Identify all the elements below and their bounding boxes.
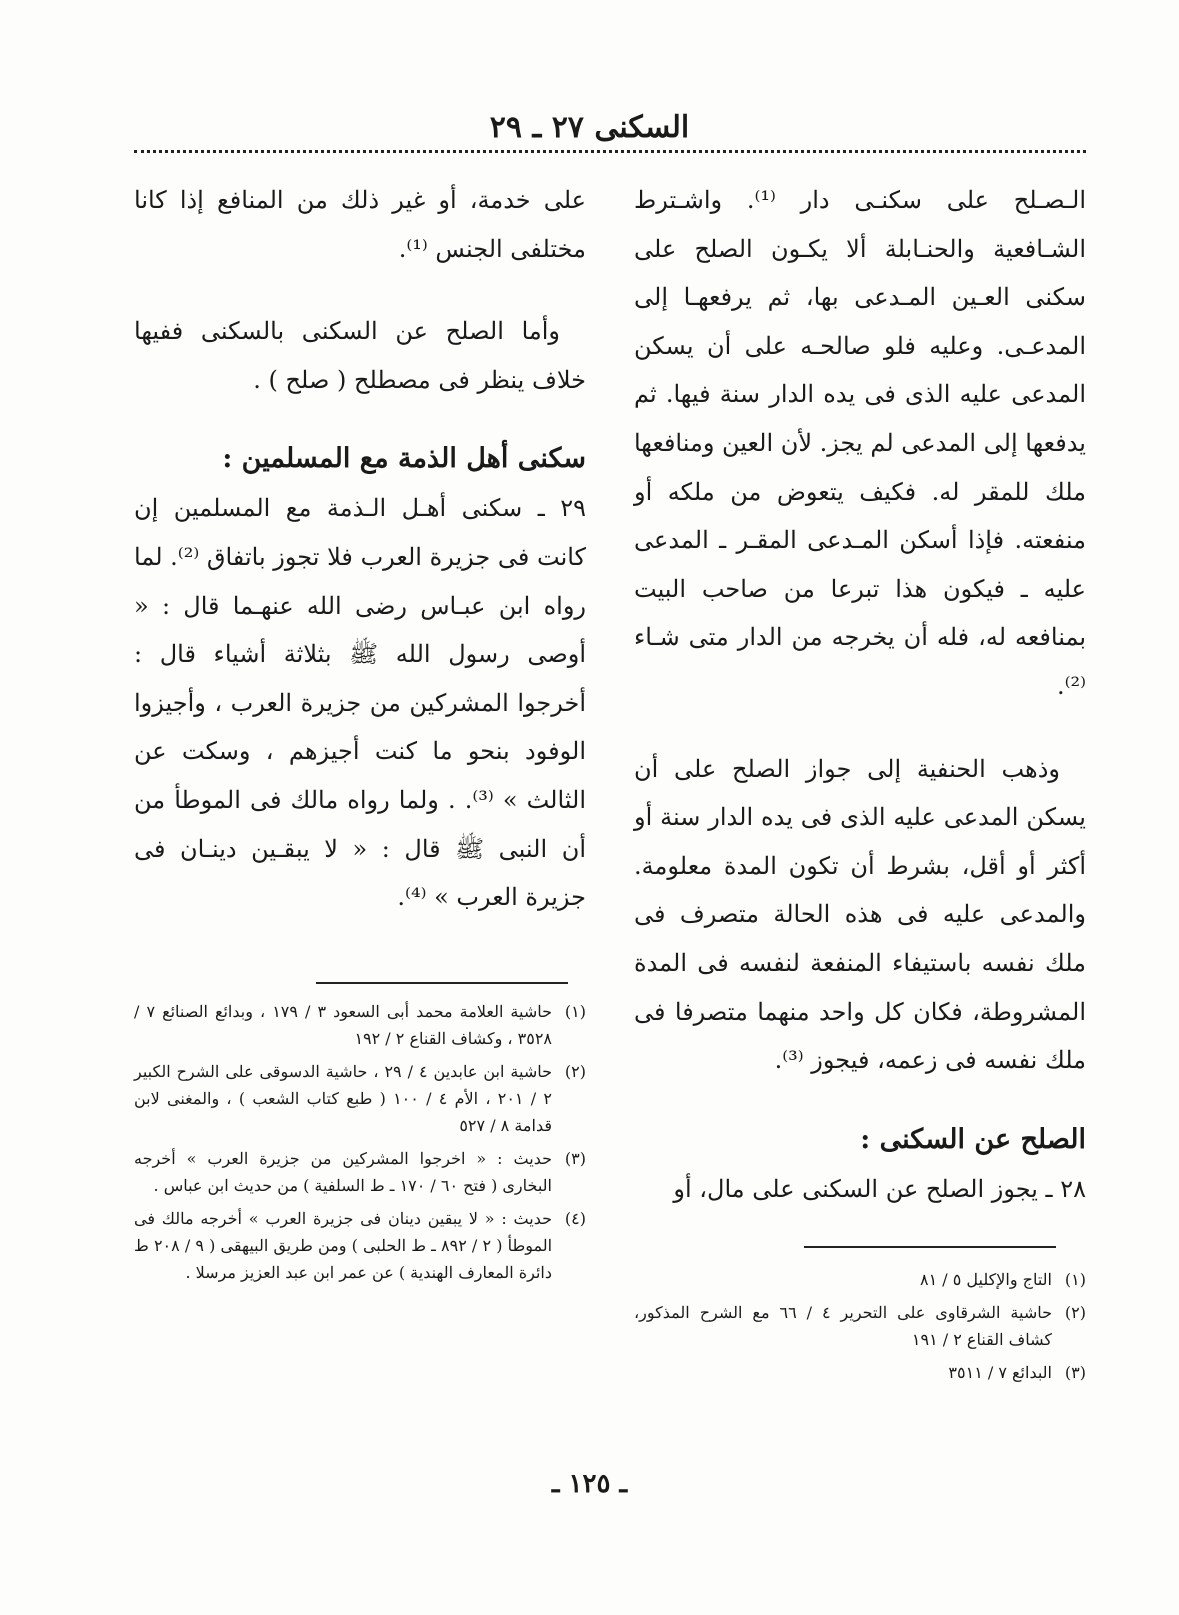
page-header-title: السكنى ٢٧ ـ ٢٩ <box>489 110 690 145</box>
footnote-text: حاشية الشرقاوى على التحرير ٤ / ٦٦ مع الشرح المذكور، كشاف القناع ٢ / ١٩١ <box>634 1303 1052 1349</box>
footnote-text: البدائع ٧ / ٣٥١١ <box>948 1363 1052 1382</box>
section-heading-sulh: الصلح عن السكنى : <box>860 1123 1086 1155</box>
footnote-item <box>634 1266 1086 1293</box>
left-paragraph-2: وأما الصلح عن السكنى بالسكنى ففيها خلاف ينظر فى مصطلح ( صلح ) . <box>134 317 586 394</box>
header-dotted-rule <box>134 150 1086 153</box>
footnote-text: حاشية العلامة محمد أبى السعود ٣ / ١٧٩ ، وبدائع الصنائع ٧ / ٣٥٢٨ ، وكشاف القناع ٢ / ١٩٢ <box>134 1002 553 1048</box>
right-paragraph-28: ٢٨ ـ يجوز الصلح عن السكنى على مال، أو <box>673 1174 1086 1203</box>
footnote-number: (٣) <box>564 1149 586 1168</box>
footnote-text: التاج والإكليل ٥ / ٨١ <box>919 1270 1052 1289</box>
right-paragraph-1: الـصـلح على سكنـى دار ⁽¹⁾. واشـترط الشـافعية والحنـابلة ألا يكـون الصلح على سكنى العـين المـدعى بها، ثم يرفعهـا إلى المدعـى. وعليه فلو صالحـه على أن يسكن المدعى عليه الذى فى يده الدار سنة فيها. ثم يدفعها إلى المدعى لم يجز. لأن العين ومنافعها ملك للمقر له. فكيف يتعوض من ملكه أو منفعته. فإذا أسكن المـدعى المقـر ـ المدعى عليه ـ فيكون هذا تبرعا من صاحب البيت بمنافعه له، فله أن يخرجه من الدار متى شـاء ⁽²⁾. <box>633 186 1087 700</box>
left-footnote-rule <box>316 982 568 984</box>
footnote-item <box>134 1058 586 1139</box>
right-footnote-rule <box>804 1246 1056 1248</box>
right-column <box>634 176 1086 1213</box>
footnote-number: (٢) <box>564 1062 586 1081</box>
footnote-text: حديث : « لا يبقين دينان فى جزيرة العرب » أخرجه مالك فى الموطأ ( ٢ / ٨٩٢ ـ ط الحلبى ) ومن طريق البيهقى ( ٩ / ٢٠٨ ط دائرة المعارف الهندية ) عن عمر ابن عبد العزيز مرسلا . <box>134 1209 553 1282</box>
footnote-number: (١) <box>1064 1270 1086 1289</box>
footnote-number: (٣) <box>1064 1363 1086 1382</box>
footnote-item <box>634 1359 1086 1386</box>
footnote-item <box>134 1145 586 1199</box>
left-column <box>134 176 586 922</box>
left-footnotes <box>134 998 586 1292</box>
footnote-item <box>634 1299 1086 1353</box>
section-heading-ahl-dhimma: سكنى أهل الذمة مع المسلمين : <box>222 443 586 475</box>
left-paragraph-1: على خدمة، أو غير ذلك من المنافع إذا كانا مختلفى الجنس ⁽¹⁾. <box>134 186 586 263</box>
footnote-item <box>134 998 586 1052</box>
footnote-text: حاشية ابن عابدين ٤ / ٢٩ ، حاشية الدسوقى على الشرح الكبير ٢ / ٢٠١ ، الأم ٤ / ١٠٠ ( طبع كتاب الشعب ) ، والمغنى لابن قدامة ٨ / ٥٢٧ <box>134 1062 552 1135</box>
right-footnotes <box>634 1266 1086 1392</box>
left-paragraph-29: ٢٩ ـ سكنى أهـل الـذمة مع المسلمين إن كانت فى جزيرة العرب فلا تجوز باتفاق ⁽²⁾. لما رواه ابن عبـاس رضى الله عنهـما قال : « أوصى رسول الله ﷺ بثلاثة أشياء قال : أخرجوا المشركين من جزيرة العرب ، وأجيزوا الوفود بنحو ما كنت أجيزهم ، وسكت عن الثالث » ⁽³⁾. . ولما رواه مالك فى الموطأ من أن النبى ﷺ قال : « لا يبقـين دينـان فى جزيرة العرب » ⁽⁴⁾. <box>134 494 586 912</box>
footnote-item <box>134 1205 586 1286</box>
page-number: ـ ١٢٥ ـ <box>551 1469 628 1499</box>
footnote-number: (٢) <box>1064 1303 1086 1322</box>
footnote-text: حديث : « اخرجوا المشركين من جزيرة العرب » أخرجه البخارى ( فتح ٦٠ / ١٧٠ ـ ط السلفية ) من حديث ابن عباس . <box>134 1149 553 1195</box>
right-paragraph-2: وذهب الحنفية إلى جواز الصلح على أن يسكن المدعى عليه الذى فى يده الدار سنة أو أكثر أو أقل، بشرط أن تكون المدة معلومة. والمدعى عليه فى هذه الحالة متصرف فى ملك نفسه باستيفاء المنفعة لنفسه فى المدة المشروطة، فكان كل واحد منهما متصرفا فى ملك نفسه فى زعمه، فيجوز ⁽³⁾. <box>634 754 1086 1075</box>
footnote-number: (٤) <box>564 1209 586 1228</box>
footnote-number: (١) <box>564 1002 586 1021</box>
